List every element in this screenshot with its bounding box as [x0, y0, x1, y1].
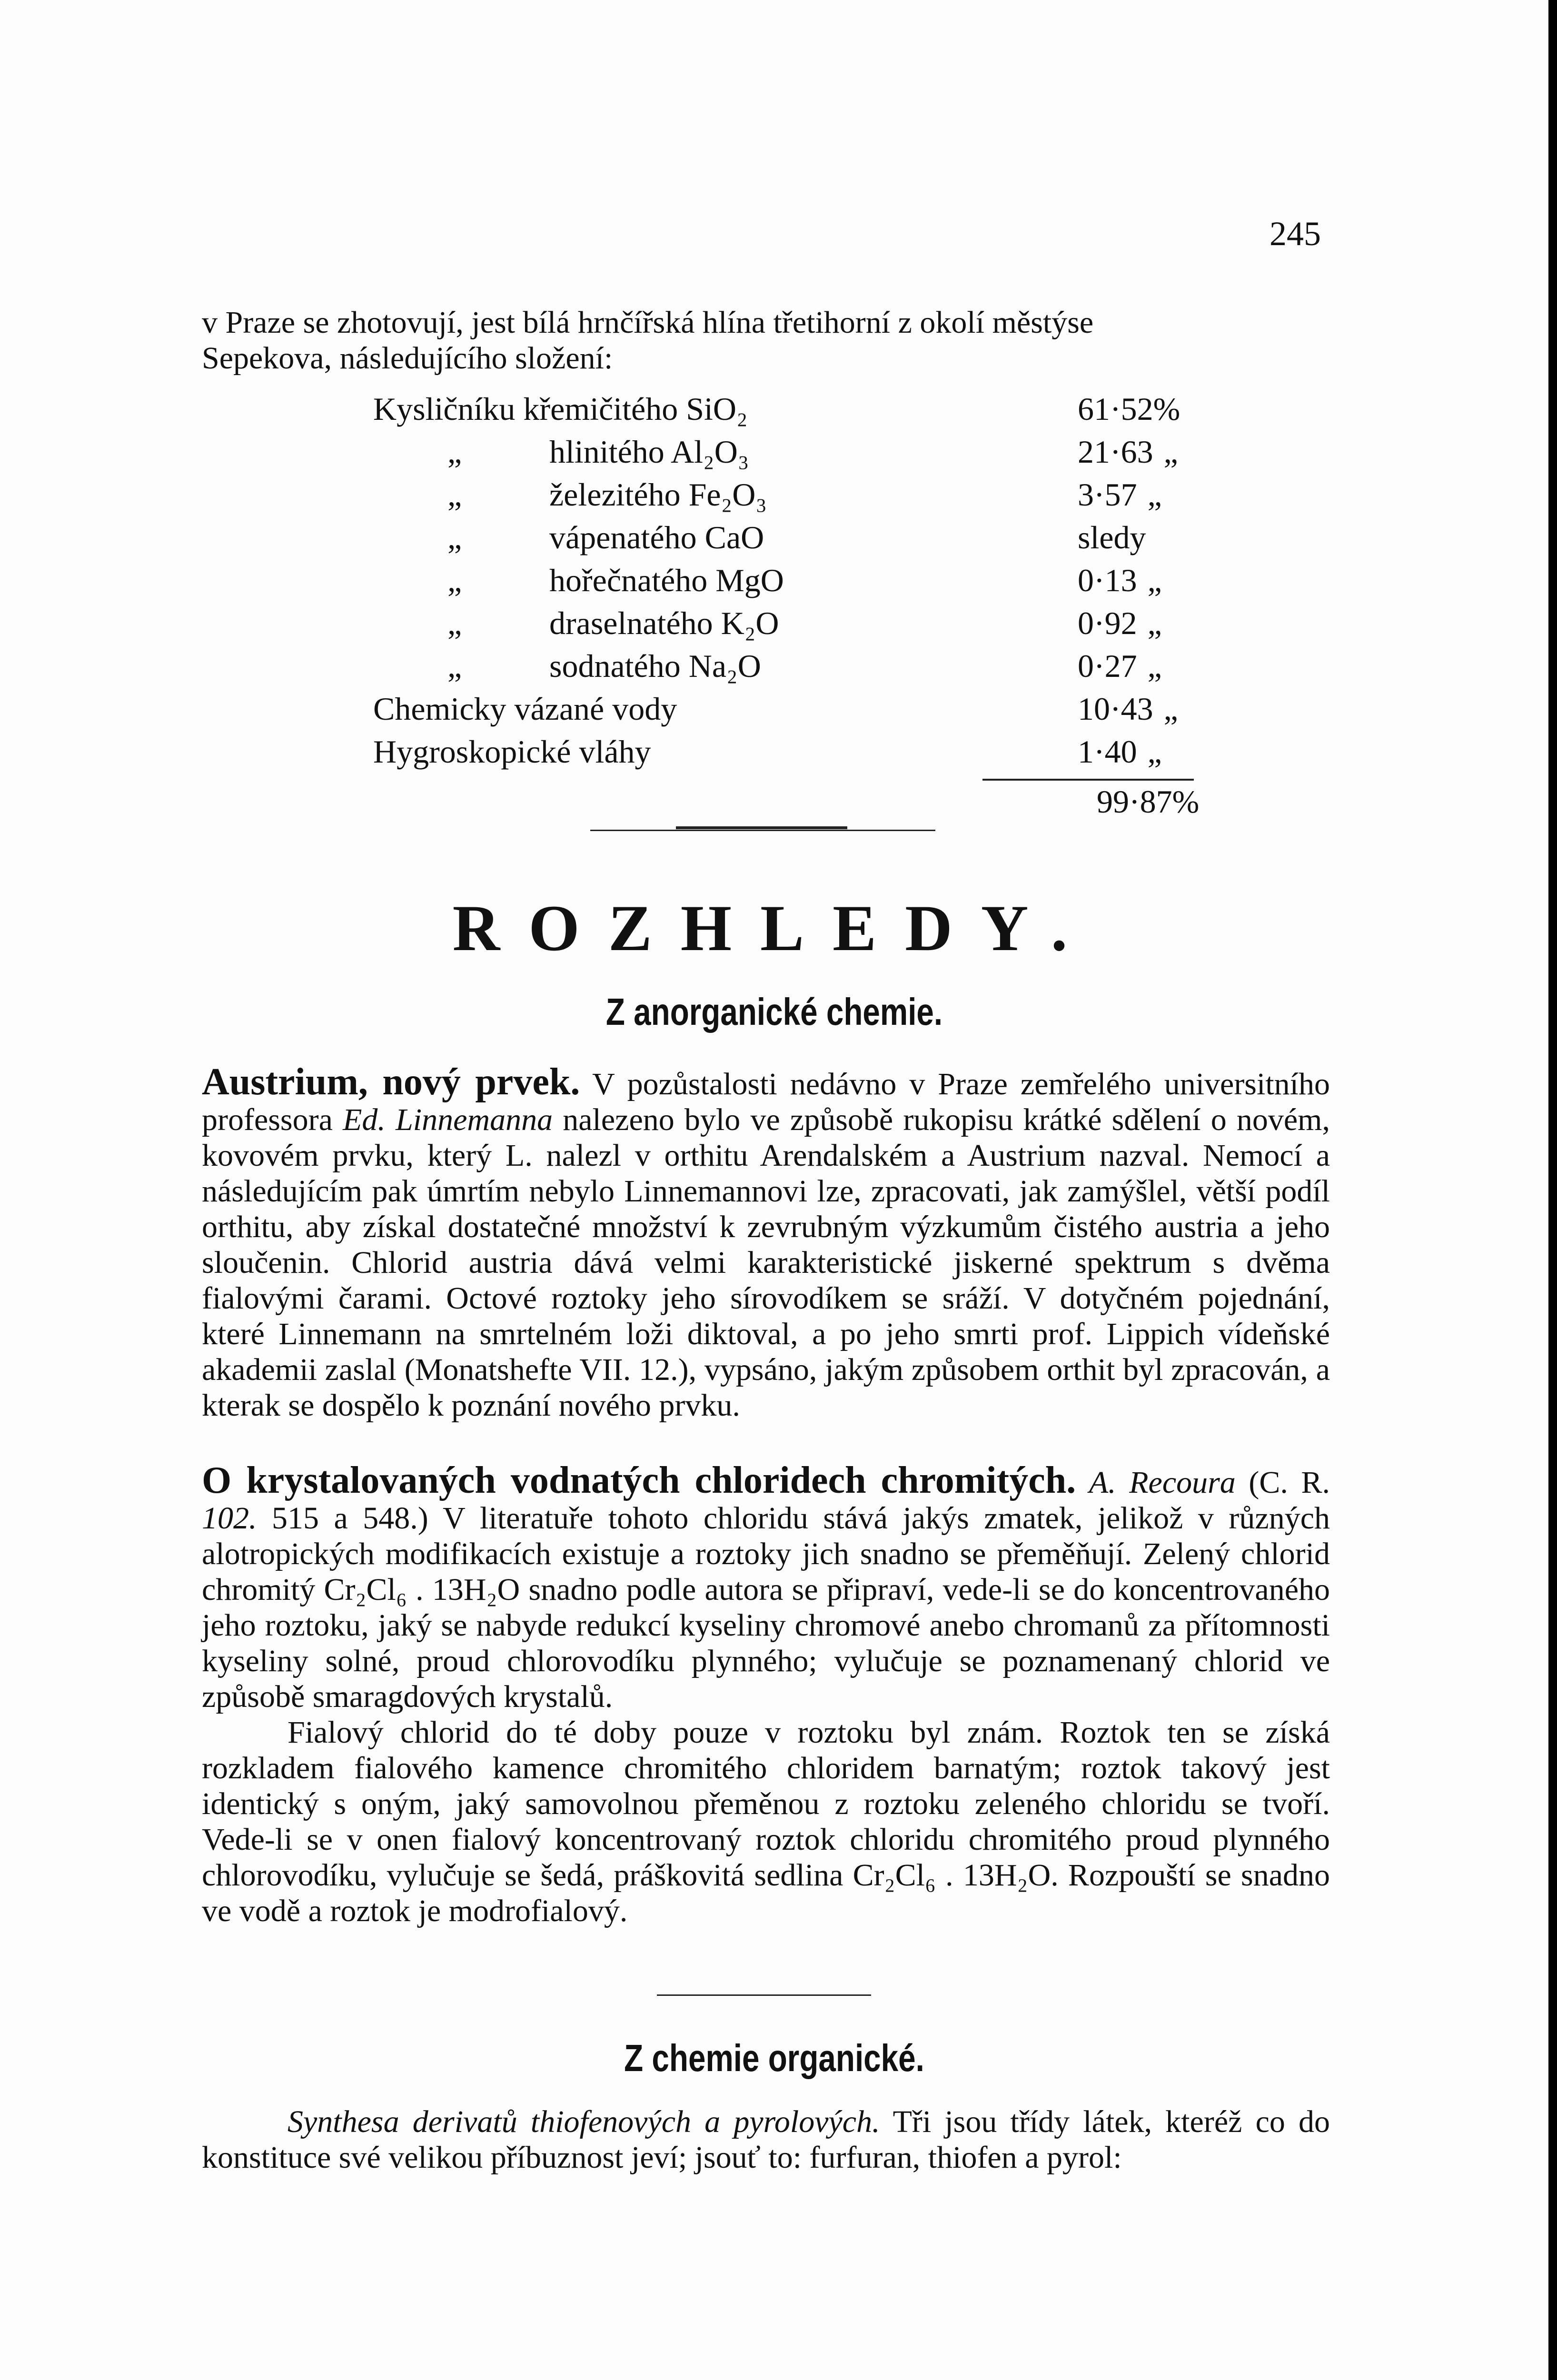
sum-rule: [982, 779, 1194, 781]
inorganic-heading: Z anorganické chemie.: [605, 991, 943, 1033]
intro-line-1: v Praze se zhotovují, jest bílá hrnčířská hlína třetihorní z okolí městýse: [202, 305, 1094, 340]
ditto-mark: „: [447, 434, 462, 470]
row-label: Chemicky vázané vody: [373, 691, 677, 727]
row-value: 61·52%: [1078, 391, 1180, 427]
article-text: Tři jsou třídy látek, kteréž co do konstituce své velikou příbuznost jeví; jsouť to: furfuran, thiofen a pyrol:: [202, 2104, 1330, 2175]
article-author: Ed. Linnemanna: [343, 1102, 553, 1137]
row-value: 0·92: [1078, 605, 1137, 641]
article-lead: Synthesa derivatů thiofenových a pyrolových.: [288, 2104, 880, 2139]
row-value: 3·57: [1078, 476, 1137, 513]
composition-row: [373, 647, 1230, 690]
ditto-suffix: „: [1147, 605, 1162, 641]
page-number: 245: [1269, 215, 1321, 253]
article-text: V literatuře tohoto chloridu stává jakýs zmatek, jelikož v různých alotropických modifikacích existuje a roztoky jich snadno se přeměňují. Zelený chlorid chromitý Cr₂Cl₆ . 13H₂O snadno podle autora se připraví, vede-li se do koncentrovaného jeho roztoku, jaký se nabyde redukcí kyseliny chromové anebo chromanů za přítomnosti kyseliny solné, proud chlorovodíku plynného; vylučuje se poznamenaný chlorid ve způsobě smaragdových krystalů.: [202, 1501, 1330, 1714]
separator-rule: [590, 830, 935, 831]
row-label: železitého Fe₂O₃: [549, 476, 767, 513]
article-lead: Austrium, nový prvek.: [202, 1061, 580, 1103]
intro-paragraph: [202, 305, 1330, 376]
row-value: 0·13: [1078, 562, 1137, 598]
composition-row: [373, 390, 1230, 433]
total-value: 99·87%: [1097, 783, 1200, 820]
ditto-mark: „: [447, 648, 462, 684]
composition-row: [373, 433, 1230, 476]
row-label: Kysličníku křemičitého SiO₂: [373, 391, 748, 427]
composition-row: [373, 605, 1230, 647]
row-value: 21·63: [1078, 434, 1153, 470]
composition-total-row: [373, 783, 1230, 826]
row-value: 10·43: [1078, 691, 1153, 727]
article-synthesis: [202, 2104, 1330, 2175]
separator-rule-bold: [676, 826, 847, 829]
reference-post: 515 a 548.): [272, 1501, 428, 1536]
ditto-mark: „: [447, 605, 462, 641]
row-label: draselnatého K₂O: [549, 605, 779, 641]
article-text-para2: Fialový chlorid do té doby pouze v roztoku byl znám. Roztok ten se získá rozkladem fialového kamence chromitého chloridem barnatým; roztok takový jest identický s oným, jaký samovolnou přeměnou z roztoku zeleného chloridu se tvoří. Vede-li se v onen fialový koncentrovaný roztok chloridu chromitého proud plynného chlorovodíku, vylučuje se šedá, práškovitá sedlina Cr₂Cl₆ . 13H₂O. Rozpouští se snadno ve vodě a roztok je modrofialový.: [202, 1715, 1330, 1928]
composition-row: [373, 476, 1230, 519]
article-chromium: [202, 1459, 1330, 1929]
article-text-cont: nalezeno bylo ve způsobě rukopisu krátké sdělení o novém, kovovém prvku, který L. nalezl v orthitu Arendalském a Austrium nazval. Nemocí a následujícím pak úmrtím nebylo Linnemannovi lze, zpracovati, jak zamýšlel, větší podíl orthitu, aby získal dostatečné množství k zevrubným výzkumům čistého austria a jeho sloučenin. Chlorid austria dává velmi karakteristické jiskerné spektrum s dvěma fialovými čarami. Octové roztoky jeho sírovodíkem se sráží. V dotyčném pojednání, které Linnemann na smrtelném loži diktoval, a po jeho smrti prof. Lippich vídeňské akademii zaslal (Monatshefte VII. 12.), vypsáno, jakým způsobem orthit byl zpracován, a kterak se dospělo k poznání nového prvku.: [202, 1102, 1330, 1423]
ditto-suffix: „: [1163, 691, 1178, 727]
organic-heading: Z chemie organické.: [624, 2037, 924, 2079]
separator-rule-2: [657, 1994, 871, 1996]
intro-line-2: Sepekova, následujícího složení:: [202, 341, 613, 376]
composition-row: [373, 690, 1230, 733]
ditto-suffix: „: [1147, 562, 1162, 598]
row-label: vápenatého CaO: [549, 519, 764, 555]
row-value: sledy: [1078, 519, 1146, 555]
row-value: 1·40: [1078, 734, 1137, 770]
row-label: Hygroskopické vláhy: [373, 734, 651, 770]
composition-row: [373, 562, 1230, 605]
reference-pre: (C. R.: [1249, 1465, 1330, 1500]
ditto-mark: „: [447, 562, 462, 598]
ditto-suffix: „: [1147, 734, 1162, 770]
ditto-mark: „: [447, 476, 462, 513]
row-label: hořečnatého MgO: [549, 562, 784, 598]
composition-row: [373, 733, 1230, 776]
section-title: ROZHLEDY.: [452, 892, 1096, 964]
ditto-suffix: „: [1163, 434, 1178, 470]
article-austrium: [202, 1061, 1330, 1423]
row-label: sodnatého Na₂O: [549, 648, 761, 684]
ditto-suffix: „: [1147, 648, 1162, 684]
composition-row: [373, 519, 1230, 562]
article-author: A. Recoura: [1089, 1465, 1236, 1500]
ditto-suffix: „: [1147, 476, 1162, 513]
article-text: V pozůstalosti nedávno v Praze zemřelého universitního professora: [202, 1067, 1330, 1137]
row-label: hlinitého Al₂O₃: [549, 434, 749, 470]
row-value: 0·27: [1078, 648, 1137, 684]
article-lead: O krystalovaných vodnatých chloridech chromitých.: [202, 1459, 1076, 1501]
ditto-mark: „: [447, 519, 462, 555]
reference-volume: 102.: [202, 1501, 257, 1536]
